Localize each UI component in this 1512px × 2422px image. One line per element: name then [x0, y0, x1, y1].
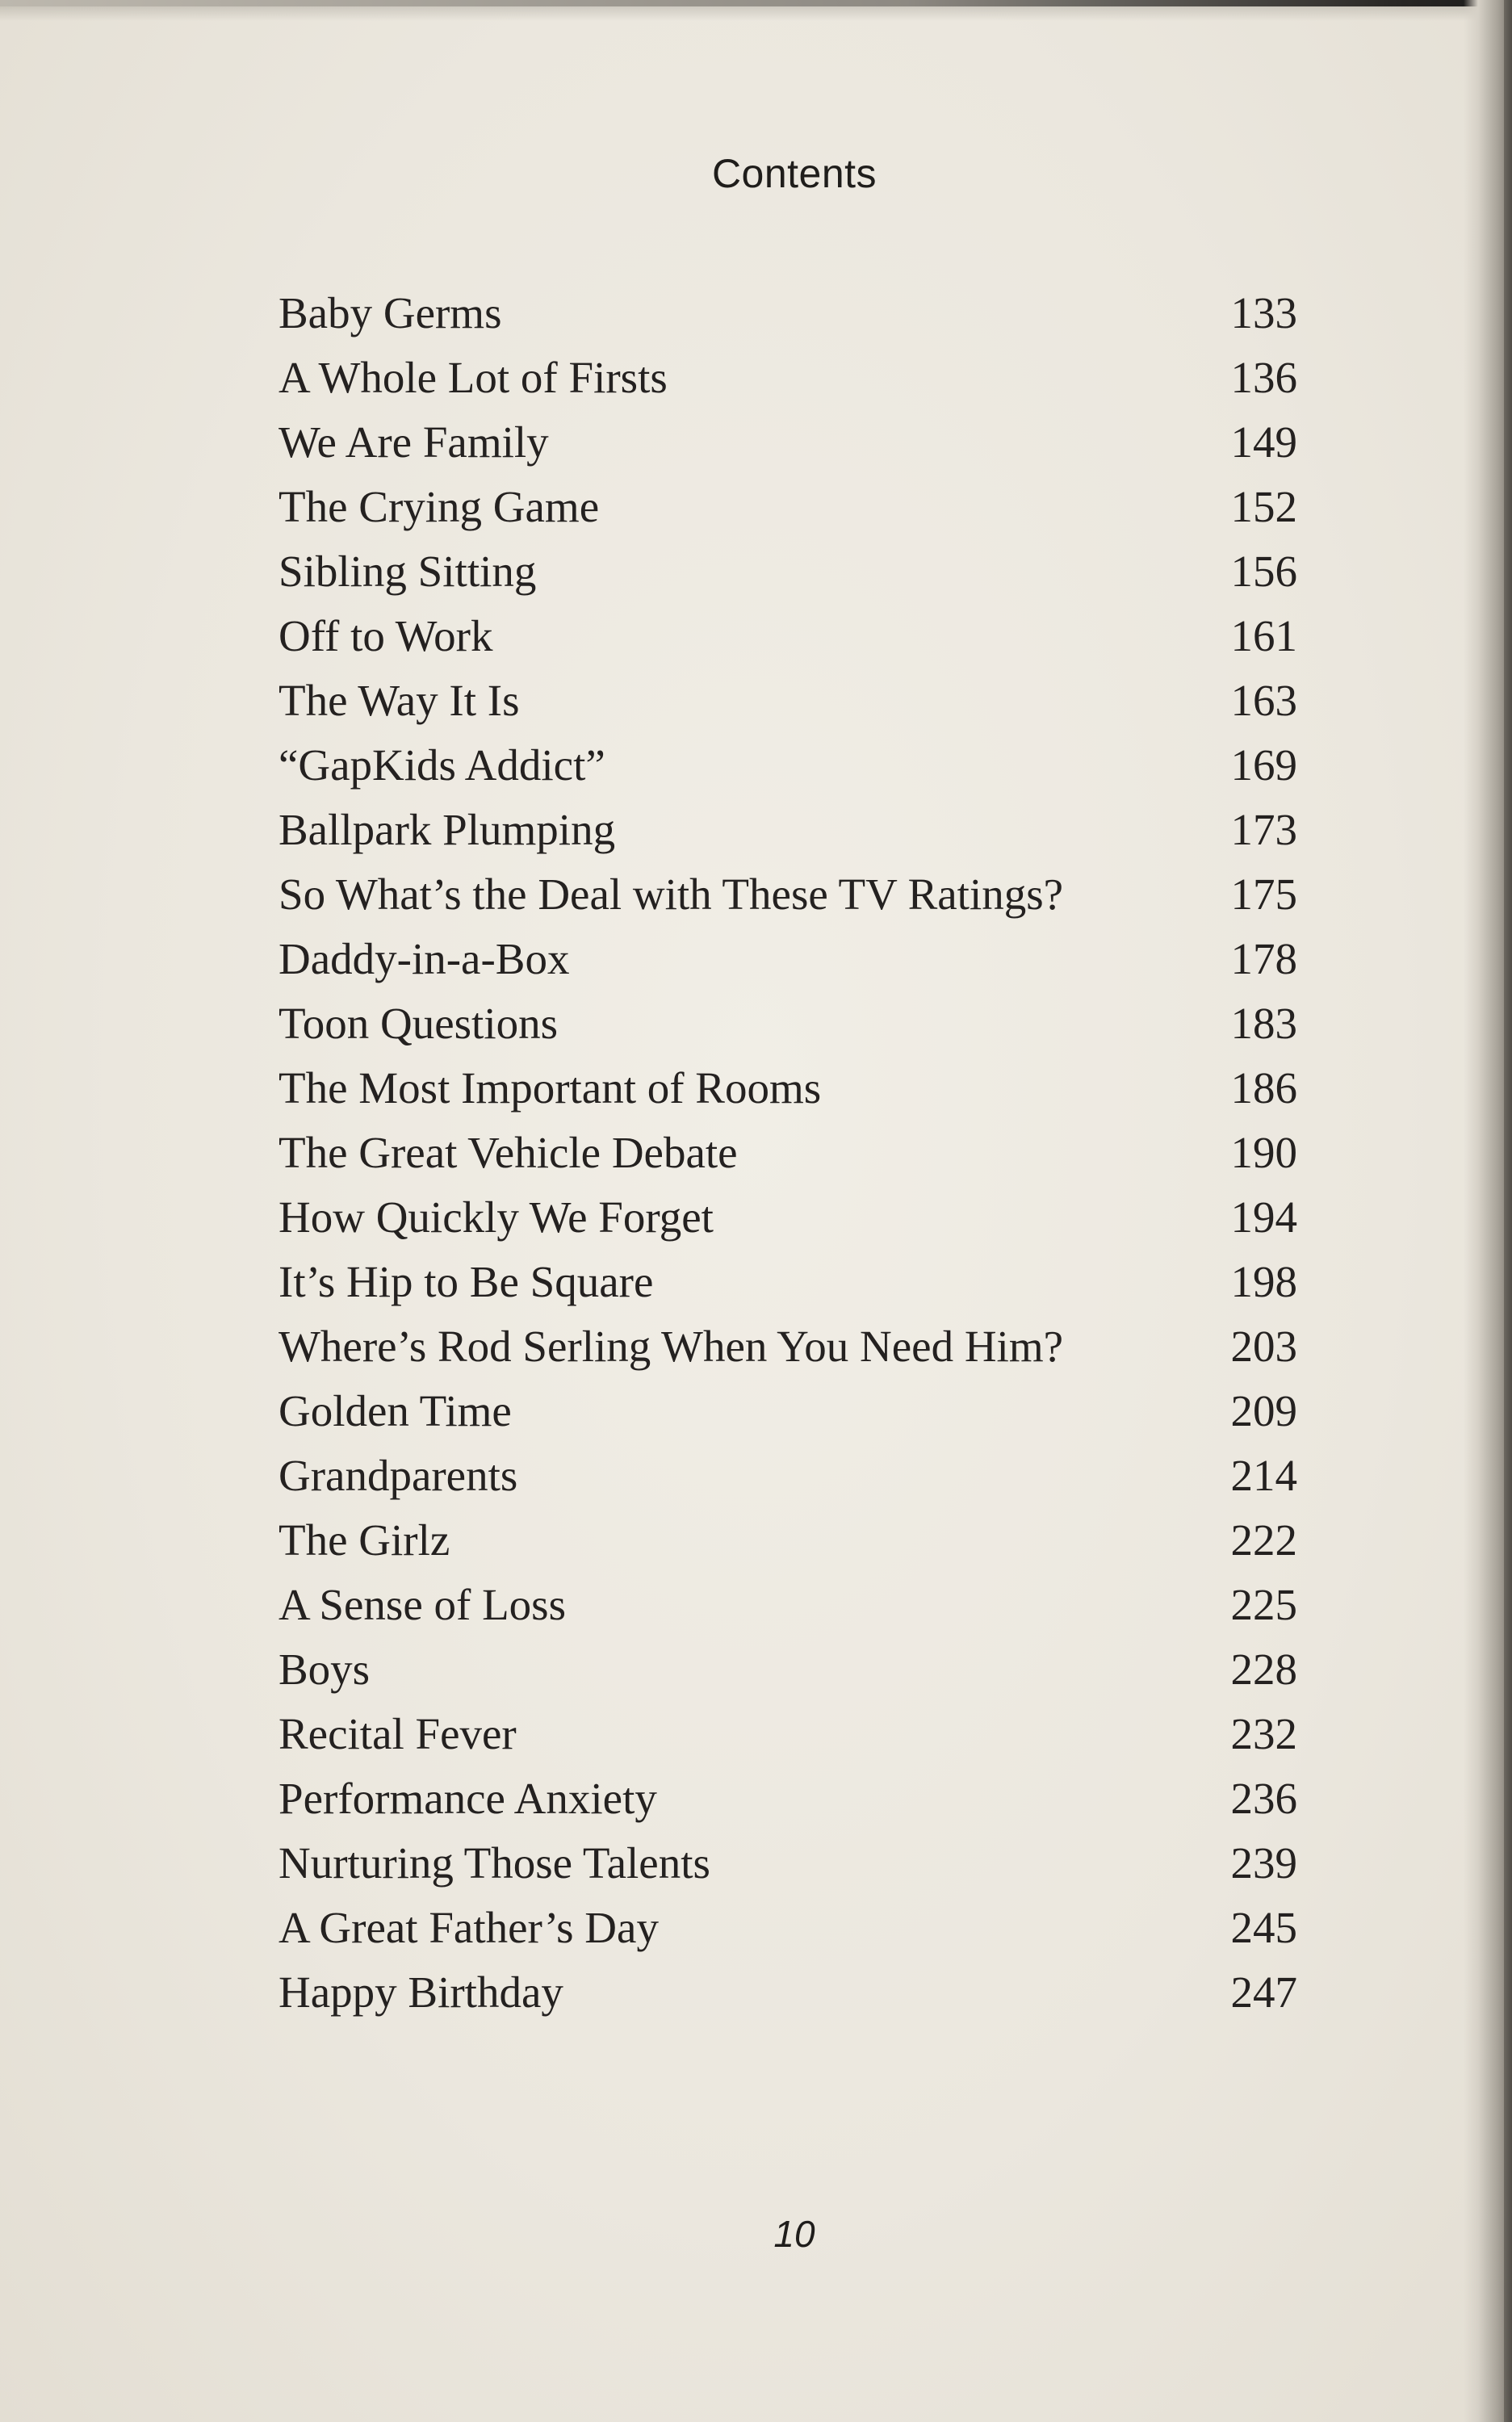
toc-entry-page-number: 239 — [1230, 1838, 1297, 1888]
toc-entry-page-number: 173 — [1230, 805, 1297, 854]
toc-entry — [279, 475, 1297, 539]
toc-entry-title: The Most Important of Rooms — [279, 1063, 822, 1113]
toc-entry — [279, 1766, 1297, 1831]
toc-entry-title: Sibling Sitting — [279, 547, 537, 596]
toc-entry-page-number: 245 — [1230, 1903, 1297, 1952]
toc-entry-title: The Crying Game — [279, 482, 600, 531]
toc-entry-title: Baby Germs — [279, 288, 502, 337]
toc-entry-page-number: 161 — [1230, 611, 1297, 660]
toc-entry-title: A Great Father’s Day — [279, 1903, 659, 1952]
toc-entry-page-number: 190 — [1230, 1128, 1297, 1177]
toc-entry — [279, 1121, 1297, 1185]
toc-entry-page-number: 183 — [1230, 999, 1297, 1048]
toc-entry — [279, 1185, 1297, 1250]
toc-entry — [279, 991, 1297, 1056]
toc-entry-title: Grandparents — [279, 1451, 518, 1500]
toc-entry-page-number: 198 — [1230, 1257, 1297, 1306]
toc-entry — [279, 862, 1297, 927]
toc-entry-page-number: 236 — [1230, 1774, 1297, 1823]
toc-entry-title: So What’s the Deal with These TV Ratings? — [279, 869, 1064, 919]
page-heading: Contents — [711, 151, 877, 196]
toc-entry — [279, 1444, 1297, 1508]
toc-entry-page-number: 214 — [1230, 1451, 1297, 1500]
toc-entry-title: The Girlz — [279, 1515, 450, 1565]
toc-entry — [279, 1960, 1297, 2025]
toc-entry — [279, 798, 1297, 862]
toc-entry-title: Toon Questions — [279, 999, 559, 1048]
toc-entry-title: The Way It Is — [279, 676, 520, 725]
page-top-edge — [0, 0, 1512, 6]
toc-entry-title: Ballpark Plumping — [279, 805, 616, 854]
toc-entry-title: How Quickly We Forget — [279, 1192, 714, 1242]
page-number: 10 — [773, 2213, 815, 2255]
toc-entry-page-number: 156 — [1230, 547, 1297, 596]
toc-entry-title: “GapKids Addict” — [279, 740, 605, 790]
toc-entry — [279, 604, 1297, 668]
toc-entry-title: Daddy-in-a-Box — [279, 934, 570, 983]
toc-entry — [279, 346, 1297, 410]
toc-entry-page-number: 133 — [1230, 288, 1297, 337]
toc-entry-page-number: 149 — [1230, 417, 1297, 467]
toc-entry — [279, 1314, 1297, 1379]
toc-entry-page-number: 152 — [1230, 482, 1297, 531]
binding-shadow — [1504, 0, 1512, 2422]
toc-entry — [279, 1831, 1297, 1896]
toc-entry — [279, 1573, 1297, 1637]
toc-entry-title: Where’s Rod Serling When You Need Him? — [279, 1322, 1064, 1371]
toc-entry-title: We Are Family — [279, 417, 549, 467]
toc-entry — [279, 1379, 1297, 1444]
toc-entry — [279, 927, 1297, 991]
toc-entry-page-number: 209 — [1230, 1386, 1297, 1435]
toc-entry-page-number: 169 — [1230, 740, 1297, 790]
toc-entry-page-number: 175 — [1230, 869, 1297, 919]
toc-entry-title: Off to Work — [279, 611, 493, 660]
toc-entry-page-number: 232 — [1230, 1709, 1297, 1758]
toc-entry-page-number: 247 — [1230, 1967, 1297, 2017]
toc-entry — [279, 1702, 1297, 1766]
toc-entry — [279, 1056, 1297, 1121]
page-top-shadow — [0, 6, 1512, 21]
toc-entry-title: A Sense of Loss — [279, 1580, 566, 1629]
toc-entry-title: Boys — [279, 1645, 371, 1694]
toc-entry-page-number: 163 — [1230, 676, 1297, 725]
toc-entry-title: Performance Anxiety — [279, 1774, 657, 1823]
toc-entry-title: Happy Birthday — [279, 1967, 563, 2017]
toc-entry — [279, 1637, 1297, 1702]
toc-entry — [279, 1250, 1297, 1314]
toc-entry-title: A Whole Lot of Firsts — [279, 353, 668, 402]
toc-entry — [279, 1508, 1297, 1573]
toc-entry — [279, 668, 1297, 733]
toc-entry-title: It’s Hip to Be Square — [279, 1257, 654, 1306]
table-of-contents — [279, 281, 1297, 2025]
toc-entry-page-number: 225 — [1230, 1580, 1297, 1629]
toc-entry-page-number: 178 — [1230, 934, 1297, 983]
toc-entry-title: Nurturing Those Talents — [279, 1838, 710, 1888]
toc-entry — [279, 410, 1297, 475]
toc-entry-page-number: 203 — [1230, 1322, 1297, 1371]
toc-entry-page-number: 186 — [1230, 1063, 1297, 1113]
toc-entry — [279, 539, 1297, 604]
toc-entry-page-number: 228 — [1230, 1645, 1297, 1694]
toc-entry-title: Golden Time — [279, 1386, 512, 1435]
toc-entry-title: The Great Vehicle Debate — [279, 1128, 738, 1177]
toc-entry — [279, 1896, 1297, 1960]
toc-entry-page-number: 136 — [1230, 353, 1297, 402]
toc-entry-page-number: 194 — [1230, 1192, 1297, 1242]
toc-entry-title: Recital Fever — [279, 1709, 517, 1758]
toc-entry — [279, 733, 1297, 798]
toc-entry-page-number: 222 — [1230, 1515, 1297, 1565]
toc-entry — [279, 281, 1297, 346]
